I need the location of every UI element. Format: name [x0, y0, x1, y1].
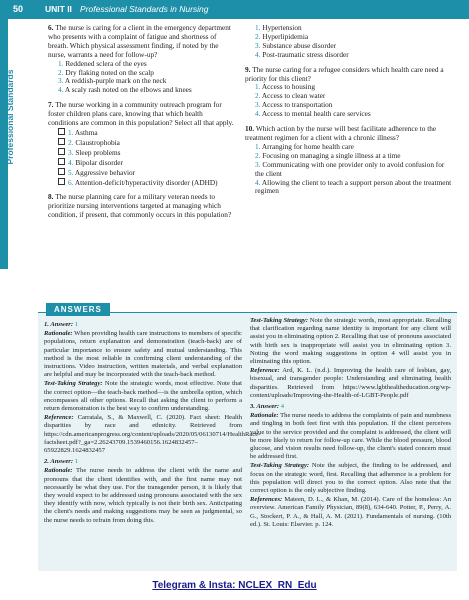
option-item: 1. Hypertension [255, 23, 302, 32]
option-list [58, 60, 234, 96]
checkbox-icon[interactable] [58, 148, 65, 155]
strategy-text: Note the strategic words, most appropriate. Recalling that clarification regarding name identity is important for any client will assist you in eliminating option 2. Recalling that use of pronouns associated with birth sex is inappropriate will assist you in eliminating option 3. Noting the word making suggestions in option 4 will assist you in eliminating this option. [250, 317, 451, 366]
rationale-text: When providing health care instructions to members of specific populations, return explanation and demonstration (teach-back) are of particular importance to ensure safety and mutual understanding. This method is the most reliable in confirming client understanding of the instructions. Video instruction, written materials, and verbal explanation are helpful and may be incorporated with the teach-back method. [44, 330, 242, 379]
answer-1: 1. Answer: 1 [44, 321, 79, 328]
question-6: 6. The nurse is caring for a client in the emergency department who presents with a complaint of fatigue and shortness of breath. Which physical assessment finding, if noted by the nurse, warrants a need for follow-up? 1. Reddened sclera of the eyes 2. Dry flaking noted on the scalp 3. A reddish-purple mark on the neck 4. A scaly rash noted on the elbows and knees [48, 24, 234, 95]
option-item: 4. A scaly rash noted on the elbows and knees [58, 85, 192, 95]
question-stem: The nurse planning care for a military veteran needs to prioritize nursing interventions targeted at managing which condition, if present, that commonly occurs in this population? [48, 192, 232, 220]
unit-subtitle: Professional Standards in Nursing [80, 4, 209, 14]
option-item: 3. Access to transportation [255, 100, 333, 110]
question-stem: The nurse working in a community outreach program for foster children plans care, knowing that which health conditions are common in this population? Select all that apply. [48, 100, 234, 128]
question-9: 9. The nurse caring for a refugee considers which health care need a priority for this client? 1. Access to housing 2. Access to clean water 3. Access to transportation 4. Access to mental health care services [245, 66, 455, 119]
page-header [0, 0, 469, 19]
question-8-options [245, 24, 455, 60]
option-item: 4. Allowing the client to teach a support person about the treatment regimen [255, 177, 452, 196]
checkbox-icon[interactable] [58, 128, 65, 135]
rationale-text: The nurse needs to address the complaints of pain and numbness and tingling in both feet first with this population. If the client perceives value to the service provided and the complaint is addressed, the client will be more likely to return for follow-up care. While the blood pressure, blood glucose, and vision results need follow-up, the client's stated concern must be addressed first. [250, 412, 452, 461]
answer-2: 2. Answer: 1 [44, 458, 79, 466]
page-number: 50 [13, 4, 24, 14]
questions-left-column [48, 24, 234, 226]
footer-link[interactable]: Telegram & Insta: NCLEX_RN_Edu [152, 580, 317, 591]
answers-panel [38, 305, 457, 571]
option-item: 3. A reddish-purple mark on the neck [58, 76, 167, 86]
questions-right-column [245, 24, 455, 202]
option-item: 3. Sleep problems [58, 148, 234, 158]
strategy-text: Note the strategic words, most effective. Note that the correct option—the teach-back method—is the umbrella option, which encompasses all other options. Recall that asking the client to perform a return demonstration is the best way to confirm understanding. [44, 380, 242, 413]
unit-label: UNIT II [45, 4, 72, 14]
option-item: 2. Focusing on managing a single illness at a time [255, 150, 401, 160]
option-item: 2. Claustrophobia [58, 138, 234, 148]
option-list [255, 24, 455, 60]
option-item: 6. Attention-deficit/hyperactivity disorder (ADHD) [58, 178, 234, 188]
option-item: 1. Reddened sclera of the eyes [58, 58, 147, 68]
answers-title: ANSWERS [46, 303, 110, 316]
option-item: 2. Hyperlipidemia [255, 31, 309, 41]
option-item: 4. Access to mental health care services [255, 109, 371, 119]
option-item: 5. Aggressive behavior [58, 168, 234, 178]
option-item: 4. Bipolar disorder [58, 158, 234, 168]
question-7: 7. The nurse working in a community outreach program for foster children plans care, knowing that which health conditions are common in this population? Select all that apply. 1. Asthma 2. Claustrophobia 3. Sleep problems 4. Bipolar disorder 5. Aggressive behavior 6. Attention-deficit/hyperactivity disorder (ADHD) [48, 100, 234, 187]
checkbox-icon[interactable] [58, 168, 65, 175]
checkbox-icon[interactable] [58, 178, 65, 185]
option-item: 2. Access to clean water [255, 91, 326, 101]
option-item: 1. Arranging for home health care [255, 141, 354, 151]
option-item: 1. Access to housing [255, 82, 316, 92]
option-item: 3. Substance abuse disorder [255, 40, 337, 50]
rationale-text: The nurse needs to address the client with the name and pronouns that the client identifies with, and the first name may not necessarily be what they use. For the transgender person, it is likely that they would expect to be addressed using pronouns associated with the sex they identify with now, which typically is not their birth sex. Anticipating the client's needs and making suggestions may be seen as judgmental, so the nurse needs to refrain from doing this. [44, 467, 243, 524]
option-list [255, 143, 455, 196]
reference-text: Carratala, S., & Maxwell, C. (2020). Fact sheet: Health disparities by race and ethnicity. Retrieved from https://cdn.americanprogress.org/content/uploads/2020/05/06130714/HealthRace-factsheet.pdf?_ga=2.26243709.1539460156.1624832457–65922829.1624832457 [44, 414, 261, 455]
question-stem: The nurse is caring for a client in the emergency department who presents with a complaint of fatigue and shortness of breath. Which physical assessment finding, if noted by the nurse, warrants a need for follow-up? [48, 23, 231, 59]
question-stem: The nurse caring for a refugee considers which health care need a priority for this client? [245, 64, 444, 83]
question-stem: Which action by the nurse will best facilitate adherence to the treatment regimen for a client with a chronic illness? [245, 124, 437, 142]
checkbox-icon[interactable] [58, 158, 65, 165]
answers-left-column: 1. Answer: 1 Rationale: When providing health care instructions to members of specific populations, return explanation and demonstration (teach-back) are of particular importance to ensure safety and mutual understanding. This method is the most reliable in confirming client understanding of the instructions. Video instruction, written materials, and verbal explanation are helpful and may be incorporated with the teach-back method. Test-Taking Strategy: Note the strategic words, most effective. Note that the correct option—the teach-back method—is the umbrella option, which encompasses all other options. Recall that asking the client to perform a return demonstration is the best way to confirm understanding. Reference: Carratala, S., & Maxwell, C. (2020). Fact sheet: Health disparities by race and ethnicity. Retrieved from https://cdn.americanprogress.org/content/uploads/2020/05/06130714/HealthRace-factsheet.pdf?_ga=2.26243709.1539460156.1624832457–65922829.1624832457 2. Answer: 1 Rationale: The nurse needs to address the client with the name and pronouns that the client identifies with, and the first name may not necessarily be what they use. For the transgender person, it is likely that they would expect to be addressed using pronouns associated with the sex they identify with now, which typically is not their birth sex. Anticipating the client's needs and making suggestions may be seen as judgmental, so the nurse needs to refrain from doing this. [44, 321, 261, 524]
strategy-text: Note the subject, the finding to be addressed, and focus on the strategic word, first. Recalling that adherence is a problem for this population will direct you to the correct option. Also note that the correct option is the only subjective finding. [250, 462, 451, 495]
reference-text: Ard, K. L. (n.d.). Improving the health care of lesbian, gay, bisexual, and transgender people: Understanding and eliminating health disparities. Retrieved from https://www.lgbthealtheducation.org/wp-content/uploads/Improving-the-Health-of-LGBT-People.pdf [250, 367, 451, 399]
reference-text: Mateen, D. L., & Khan, M. (2014). Care of the homeless: An overview. American Family Physician, 89(8), 634-640. Potter, P., Perry, A. G., Stockert, P. A., & Hall, A. M. (2021). Fundamentals of nursing. (10th ed.). St. Louis: Elsevier. p. 124. [250, 496, 451, 528]
answer-3: 3. Answer: 4 [250, 403, 285, 411]
option-item: 1. Asthma [58, 128, 234, 138]
answers-right-column: Test-Taking Strategy: Note the strategic words, most appropriate. Recalling that clarification regarding name identity is important for any client will assist you in eliminating option 2. Recalling that use of pronouns associated with birth sex is inappropriate will assist you in eliminating option 3. Noting the word making suggestions in option 4 will assist you in eliminating this option. Reference: Ard, K. L. (n.d.). Improving the health care of lesbian, gay, bisexual, and transgender people: Understanding and eliminating health disparities. Retrieved from https://www.lgbthealtheducation.org/wp-content/uploads/Improving-the-Health-of-LGBT-People.pdf 3. Answer: 4 Rationale: The nurse needs to address the complaints of pain and numbness and tingling in both feet first with this population. If the client perceives value to the service provided and the complaint is addressed, the client will be more likely to return for follow-up care. While the blood pressure, blood glucose, and vision results need follow-up, the client's stated concern must be addressed first. Test-Taking Strategy: Note the subject, the finding to be addressed, and focus on the strategic word, first. Recalling that adherence is a problem for this population will direct you to the correct option. Also note that the correct option is the only subjective finding. References: Mateen, D. L., & Khan, M. (2014). Care of the homeless: An overview. American Family Physician, 89(8), 634-640. Potter, P., Perry, A. G., Stockert, P. A., & Hall, A. M. (2021). Fundamentals of nursing. (10th ed.). St. Louis: Elsevier. p. 124. [250, 317, 452, 528]
checkbox-icon[interactable] [58, 138, 65, 145]
option-item: 2. Dry flaking noted on the scalp [58, 67, 154, 77]
option-item: 3. Communicating with one provider only to avoid confusion for the client [255, 159, 445, 178]
side-tab-label: Professional Standards [5, 69, 15, 165]
option-item: 4. Post-traumatic stress disorder [255, 49, 349, 59]
option-list [58, 128, 234, 187]
question-8: 8. The nurse planning care for a military veteran needs to prioritize nursing interventions targeted at managing which condition, if present, that commonly occurs in this population? [48, 192, 232, 220]
option-list [255, 83, 455, 119]
question-10: 10. Which action by the nurse will best facilitate adherence to the treatment regimen for a client with a chronic illness? 1. Arranging for home health care 2. Focusing on managing a single illness at a time 3. Communicating with one provider only to avoid confusion for the client 4. Allowing the client to teach a support person about the treatment regimen [245, 125, 455, 196]
